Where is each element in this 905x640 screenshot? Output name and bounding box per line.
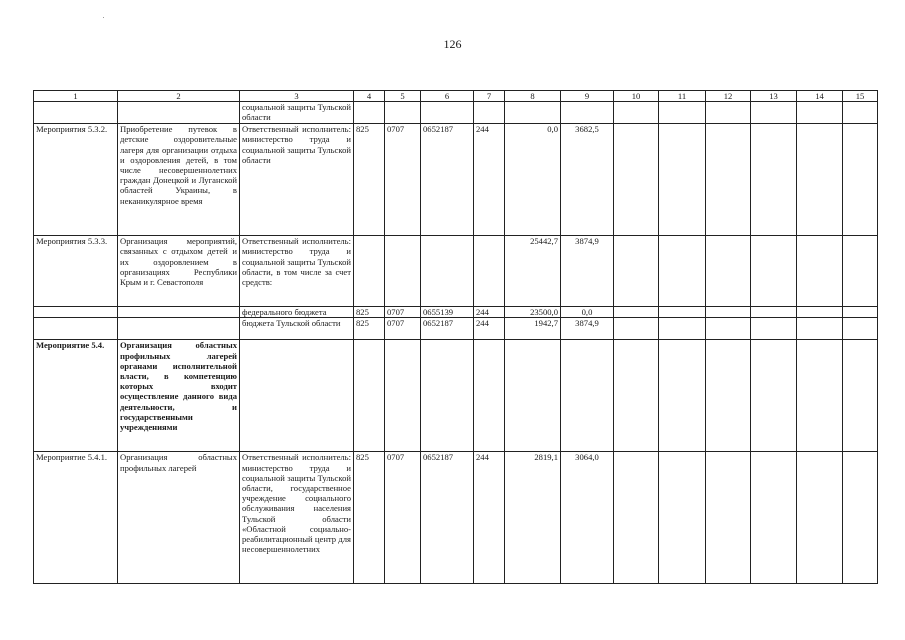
empty-cell (797, 452, 843, 584)
empty-cell (614, 318, 659, 340)
empty-cell (843, 124, 878, 236)
executor-cell (240, 340, 354, 452)
empty-cell (843, 307, 878, 318)
scan-speck (103, 17, 104, 18)
col6-cell: 0655139 (421, 307, 474, 318)
table-row (34, 452, 878, 584)
header-cell: 3 (240, 91, 354, 102)
table-row (34, 236, 878, 307)
table-row (34, 307, 878, 318)
event-name-cell (118, 318, 240, 340)
col8-cell (505, 340, 561, 452)
event-name-cell (118, 102, 240, 124)
col6-cell (421, 102, 474, 124)
empty-cell (614, 452, 659, 584)
empty-cell (614, 307, 659, 318)
empty-cell (751, 102, 797, 124)
col7-cell (474, 340, 505, 452)
empty-cell (706, 318, 751, 340)
empty-cell (659, 236, 706, 307)
empty-cell (659, 340, 706, 452)
event-code-cell (34, 307, 118, 318)
col4-cell: 825 (354, 318, 385, 340)
col4-cell (354, 102, 385, 124)
header-cell: 9 (561, 91, 614, 102)
empty-cell (797, 307, 843, 318)
executor-cell: Ответственный исполнитель: министерство труда и социальной защиты Тульской области (240, 124, 354, 236)
col5-cell (385, 236, 421, 307)
empty-cell (706, 307, 751, 318)
empty-cell (797, 318, 843, 340)
col8-cell: 23500,0 (505, 307, 561, 318)
header-cell: 14 (797, 91, 843, 102)
col4-cell: 825 (354, 307, 385, 318)
event-code-cell (34, 102, 118, 124)
col8-cell: 2819,1 (505, 452, 561, 584)
col6-cell (421, 340, 474, 452)
empty-cell (797, 124, 843, 236)
col9-cell: 3874,9 (561, 236, 614, 307)
empty-cell (843, 340, 878, 452)
empty-cell (659, 124, 706, 236)
empty-cell (659, 318, 706, 340)
empty-cell (751, 318, 797, 340)
event-code-cell: Мероприятия 5.3.3. (34, 236, 118, 307)
header-cell: 2 (118, 91, 240, 102)
empty-cell (797, 340, 843, 452)
header-cell: 8 (505, 91, 561, 102)
col7-cell: 244 (474, 307, 505, 318)
col4-cell (354, 340, 385, 452)
empty-cell (751, 307, 797, 318)
empty-cell (614, 124, 659, 236)
col6-cell: 0652187 (421, 318, 474, 340)
table-row (34, 102, 878, 124)
col7-cell (474, 236, 505, 307)
empty-cell (659, 307, 706, 318)
empty-cell (843, 102, 878, 124)
header-cell: 11 (659, 91, 706, 102)
empty-cell (843, 236, 878, 307)
empty-cell (706, 102, 751, 124)
col6-cell: 0652187 (421, 124, 474, 236)
event-name-cell: Организация областных профильных лагерей органами исполнительной власти, в компетенцию которых входит осуществление данного вида деятельности, и государственными учреждениями (118, 340, 240, 452)
col4-cell (354, 236, 385, 307)
col7-cell: 244 (474, 318, 505, 340)
event-name-cell: Приобретение путевок в детские оздоровительные лагеря для организации отдыха и оздоровления детей, в том числе несовершеннолетних граждан Донецкой и Луганской областей Украины, в неканикулярное время (118, 124, 240, 236)
header-cell: 6 (421, 91, 474, 102)
empty-cell (659, 452, 706, 584)
event-code-cell (34, 318, 118, 340)
col8-cell (505, 102, 561, 124)
empty-cell (614, 102, 659, 124)
empty-cell (751, 340, 797, 452)
col9-cell: 0,0 (561, 307, 614, 318)
col7-cell: 244 (474, 452, 505, 584)
header-cell: 10 (614, 91, 659, 102)
empty-cell (706, 124, 751, 236)
executor-cell: Ответственный исполнитель: министерство труда и социальной защиты Тульской области, государственное учреждение социального обслуживания населения Тульской области «Областной социально-реабилитационный центр для несовершеннолетних (240, 452, 354, 584)
col9-cell: 3874,9 (561, 318, 614, 340)
event-name-cell (118, 307, 240, 318)
executor-cell: федерального бюджета (240, 307, 354, 318)
col9-cell (561, 340, 614, 452)
col5-cell: 0707 (385, 318, 421, 340)
col4-cell: 825 (354, 452, 385, 584)
col5-cell: 0707 (385, 307, 421, 318)
header-cell: 12 (706, 91, 751, 102)
col9-cell (561, 102, 614, 124)
header-cell: 13 (751, 91, 797, 102)
col5-cell: 0707 (385, 452, 421, 584)
header-cell: 15 (843, 91, 878, 102)
col7-cell (474, 102, 505, 124)
empty-cell (706, 340, 751, 452)
empty-cell (659, 102, 706, 124)
empty-cell (706, 236, 751, 307)
header-cell: 7 (474, 91, 505, 102)
col6-cell (421, 236, 474, 307)
empty-cell (614, 340, 659, 452)
executor-cell: бюджета Тульской области (240, 318, 354, 340)
col6-cell: 0652187 (421, 452, 474, 584)
empty-cell (751, 452, 797, 584)
empty-cell (751, 124, 797, 236)
col5-cell (385, 340, 421, 452)
header-cell: 5 (385, 91, 421, 102)
empty-cell (706, 452, 751, 584)
event-code-cell: Мероприятие 5.4. (34, 340, 118, 452)
empty-cell (797, 236, 843, 307)
header-cell: 4 (354, 91, 385, 102)
col9-cell: 3682,5 (561, 124, 614, 236)
executor-cell: социальной защиты Тульской области (240, 102, 354, 124)
empty-cell (797, 102, 843, 124)
empty-cell (751, 236, 797, 307)
empty-cell (843, 452, 878, 584)
table-row (34, 340, 878, 452)
col4-cell: 825 (354, 124, 385, 236)
executor-cell: Ответственный исполнитель: министерство труда и социальной защиты Тульской области, в том числе за счет средств: (240, 236, 354, 307)
col5-cell (385, 102, 421, 124)
table-row (34, 318, 878, 340)
empty-cell (614, 236, 659, 307)
col8-cell: 0,0 (505, 124, 561, 236)
col9-cell: 3064,0 (561, 452, 614, 584)
event-code-cell: Мероприятия 5.3.2. (34, 124, 118, 236)
col8-cell: 25442,7 (505, 236, 561, 307)
col7-cell: 244 (474, 124, 505, 236)
page-number: 126 (443, 37, 462, 51)
event-name-cell: Организация областных профильных лагерей (118, 452, 240, 584)
table-row (34, 124, 878, 236)
col8-cell: 1942,7 (505, 318, 561, 340)
event-name-cell: Организация мероприятий, связанных с отдыхом детей и их оздоровлением в организациях Республики Крым и г. Севастополя (118, 236, 240, 307)
event-code-cell: Мероприятие 5.4.1. (34, 452, 118, 584)
empty-cell (843, 318, 878, 340)
col5-cell: 0707 (385, 124, 421, 236)
header-cell: 1 (34, 91, 118, 102)
budget-table (33, 90, 878, 584)
header-row (34, 91, 878, 102)
